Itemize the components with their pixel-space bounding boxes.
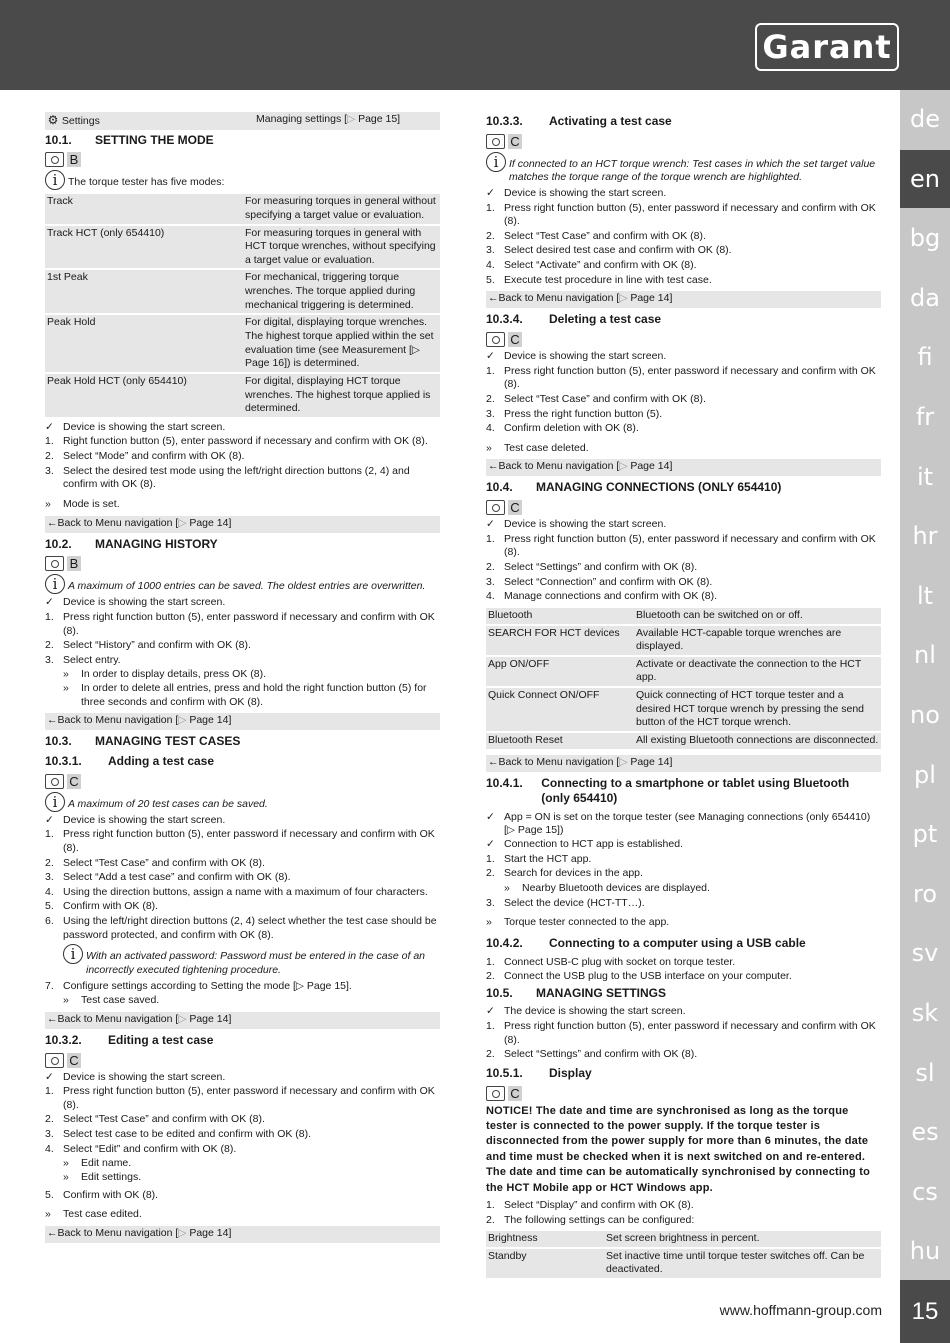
activate-steps bbox=[486, 202, 881, 288]
step-text: Select “Connection” and confirm with OK (8). bbox=[504, 575, 713, 588]
table-key: Peak Hold bbox=[45, 315, 243, 372]
step-number: 5. bbox=[45, 900, 54, 913]
language-tab-nl[interactable]: nl bbox=[914, 641, 936, 670]
section-10-3-3-heading: 10.3.3. Activating a test case bbox=[486, 114, 672, 128]
step bbox=[45, 1113, 440, 1127]
section-10-4-1-heading: 10.4.1. Connecting to a smartphone or tablet using Bluetooth (only 654410) bbox=[486, 775, 850, 806]
step-text: Select “Test Case” and confirm with OK (8). bbox=[504, 229, 706, 242]
step-number: 1. bbox=[486, 1020, 495, 1033]
step bbox=[45, 1143, 440, 1157]
settings-reference-row bbox=[45, 112, 440, 130]
step-number: 1. bbox=[486, 852, 495, 865]
step bbox=[45, 857, 440, 871]
table-value: Available HCT-capable torque wrenches are displayed. bbox=[634, 626, 881, 655]
step-number: 3. bbox=[486, 244, 495, 257]
table-value: For measuring torques in general without specifying a target value or evaluation. bbox=[243, 194, 440, 223]
step bbox=[486, 274, 881, 288]
section-10-5-1-heading: 10.5.1. Display bbox=[486, 1065, 592, 1080]
info-icon: i bbox=[45, 170, 65, 190]
step bbox=[45, 611, 440, 638]
precondition: ✓ Device is showing the start screen. bbox=[45, 813, 226, 826]
substep-text: In order to display details, press OK (8). bbox=[81, 668, 266, 681]
substep: » Test case saved. bbox=[63, 994, 160, 1007]
level-indicator bbox=[45, 1053, 440, 1068]
table-key: Peak Hold HCT (only 654410) bbox=[45, 374, 243, 417]
table-row bbox=[45, 270, 440, 313]
step-number: 2. bbox=[45, 639, 54, 652]
language-tab-hu[interactable]: hu bbox=[909, 1237, 941, 1266]
step bbox=[45, 886, 440, 900]
step-text: Select “Settings” and confirm with OK (8). bbox=[504, 1048, 698, 1061]
step-text: Select “Test Case” and confirm with OK (8). bbox=[63, 856, 265, 869]
add-test-case-steps bbox=[45, 828, 440, 942]
back-to-menu-link[interactable]: ←Back to Menu navigation [▷ Page 14] bbox=[45, 1012, 440, 1029]
step-number: 2. bbox=[45, 450, 54, 463]
section-10-5-heading: 10.5. MANAGING SETTINGS bbox=[486, 985, 667, 1000]
precondition-text: Connection to HCT app is established. bbox=[504, 838, 683, 851]
substep: » Nearby Bluetooth devices are displayed. bbox=[504, 882, 710, 895]
level-indicator bbox=[486, 1086, 881, 1101]
step bbox=[486, 408, 881, 422]
precondition bbox=[486, 811, 881, 838]
step-text: Confirm deletion with OK (8). bbox=[504, 422, 639, 435]
notice: NOTICE! The date and time are synchronised as long as the torque tester is connected to the power supply. If the torque tester is disconnected from the power supply for more than 6 minutes, the date and time must be checked when it is next switched on and re-entered. The date and time can be automatically synchronised by connecting to the HCT Mobile app or HCT Windows app. bbox=[486, 1104, 871, 1194]
precondition: ✓ Device is showing the start screen. bbox=[45, 1070, 226, 1083]
history-substeps bbox=[45, 668, 440, 709]
step-text: Press right function button (5), enter password if necessary and confirm with OK (8). bbox=[504, 364, 876, 391]
substep-marker: » bbox=[63, 1157, 69, 1170]
step-text: Connect the USB plug to the USB interface on your computer. bbox=[504, 970, 792, 983]
connections-table bbox=[486, 606, 881, 751]
step-number: 1. bbox=[486, 364, 495, 377]
step-text: Select desired test case and confirm with OK (8). bbox=[504, 244, 732, 257]
section-10-4-heading: 10.4. MANAGING CONNECTIONS (ONLY 654410) bbox=[486, 480, 782, 495]
camera-icon bbox=[486, 332, 505, 347]
language-tab-sl[interactable]: sl bbox=[915, 1058, 935, 1087]
camera-icon bbox=[45, 556, 64, 571]
step bbox=[486, 1048, 881, 1062]
step-number: 2. bbox=[486, 392, 495, 405]
language-tab-fr[interactable]: fr bbox=[915, 403, 935, 431]
table-value: For digital, displaying HCT torque wrenches. The highest torque applied is determined. bbox=[243, 374, 440, 417]
step bbox=[45, 654, 440, 668]
header-bar bbox=[0, 0, 950, 90]
step bbox=[45, 1128, 440, 1142]
step-number: 2. bbox=[45, 856, 54, 869]
level-indicator bbox=[45, 556, 440, 571]
mode-steps bbox=[45, 435, 440, 492]
step-text: Select “Test Case” and confirm with OK (8). bbox=[63, 1113, 265, 1126]
table-value: Bluetooth can be switched on or off. bbox=[634, 608, 881, 624]
settings-label: Settings bbox=[61, 115, 100, 127]
substep-text: Edit name. bbox=[81, 1157, 132, 1170]
precondition: ✓ Device is showing the start screen. bbox=[45, 420, 226, 433]
substep-text: In order to delete all entries, press and hold the right function button (5) for three seconds and confirm with OK (8). bbox=[81, 682, 427, 708]
table-value: For measuring torques in general with HCT torque wrenches, without specifying a target value or evaluation. bbox=[243, 226, 440, 269]
info-note: i With an activated password: Password must be entered in the case of an incorrectly executed tightening procedure. bbox=[63, 944, 440, 977]
level-badge: B bbox=[67, 556, 81, 571]
step bbox=[45, 828, 440, 855]
edit-substeps bbox=[45, 1157, 440, 1184]
delete-steps bbox=[486, 365, 881, 436]
language-tab-hr[interactable]: hr bbox=[912, 522, 938, 551]
camera-icon bbox=[486, 134, 505, 149]
display-settings-table bbox=[486, 1229, 881, 1280]
step-number: 3. bbox=[45, 464, 54, 477]
camera-icon bbox=[45, 152, 64, 167]
level-badge: C bbox=[508, 134, 522, 149]
substep-text: Edit settings. bbox=[81, 1171, 142, 1183]
step bbox=[486, 259, 881, 273]
table-value: Quick connecting of HCT torque tester and a desired HCT torque wrench by pressing the send button of the HCT torque wrench. bbox=[634, 688, 881, 731]
step bbox=[486, 1214, 881, 1228]
table-value: Set screen brightness in percent. bbox=[604, 1231, 881, 1247]
section-10-3-heading: 10.3. MANAGING TEST CASES bbox=[45, 734, 241, 749]
step-number: 1. bbox=[486, 201, 495, 214]
result: » Test case edited. bbox=[45, 1208, 142, 1221]
settings-page-link[interactable]: Managing settings [▷ Page 15] bbox=[256, 113, 401, 125]
language-tab-no[interactable]: no bbox=[910, 701, 940, 729]
info-icon: i bbox=[45, 792, 65, 812]
info-icon: i bbox=[63, 944, 83, 964]
step-number: 2. bbox=[486, 970, 495, 983]
table-key: 1st Peak bbox=[45, 270, 243, 313]
substep bbox=[63, 1171, 440, 1185]
section-10-2-heading: 10.2. MANAGING HISTORY bbox=[45, 536, 218, 551]
level-indicator bbox=[45, 774, 440, 789]
substep-marker: » bbox=[63, 668, 69, 681]
language-tab-es[interactable]: es bbox=[911, 1118, 939, 1147]
level-badge: C bbox=[67, 1053, 81, 1068]
gear-icon: ⚙ bbox=[47, 113, 59, 127]
language-tab-de[interactable]: de bbox=[910, 105, 940, 133]
level-badge: C bbox=[508, 332, 522, 347]
level-badge: C bbox=[508, 500, 522, 515]
language-tab-sv[interactable]: sv bbox=[911, 939, 939, 968]
step-text: Right function button (5), enter password if necessary and confirm with OK (8). bbox=[63, 435, 428, 448]
language-tab-cs[interactable]: cs bbox=[912, 1177, 938, 1206]
step-number: 3. bbox=[486, 575, 495, 588]
info-note: i If connected to an HCT torque wrench: Test cases in which the set target value matches the torque range of the torque wrench are highlighted. bbox=[486, 152, 881, 185]
result: » Mode is set. bbox=[45, 498, 120, 511]
connections-steps bbox=[486, 533, 881, 604]
step-number: 4. bbox=[486, 590, 495, 603]
step bbox=[45, 435, 440, 449]
add-test-case-step-7: 7. Configure settings according to Setting the mode [▷ Page 15]. bbox=[45, 979, 352, 992]
garant-logo: Garant bbox=[755, 23, 899, 71]
precondition: ✓ Device is showing the start screen. bbox=[486, 349, 667, 362]
step-text: Select “History” and confirm with OK (8). bbox=[63, 639, 251, 652]
level-badge: C bbox=[67, 774, 81, 789]
table-row bbox=[486, 1231, 881, 1247]
step-text: Select entry. bbox=[63, 653, 121, 666]
step bbox=[486, 1020, 881, 1047]
edit-step-5: 5. Confirm with OK (8). bbox=[45, 1188, 159, 1201]
step bbox=[486, 853, 881, 867]
language-tab-fi[interactable]: fi bbox=[917, 343, 933, 372]
step bbox=[45, 900, 440, 914]
preconditions bbox=[486, 811, 881, 852]
step-text: Select the desired test mode using the left/right direction buttons (2, 4) and confirm with OK (8). bbox=[63, 464, 410, 491]
back-to-menu-link[interactable]: ←Back to Menu navigation [▷ Page 14] bbox=[45, 1226, 440, 1243]
step-text: Select “Display” and confirm with OK (8). bbox=[504, 1198, 694, 1211]
step bbox=[486, 244, 881, 258]
table-key: Track bbox=[45, 194, 243, 223]
precondition: ✓ Device is showing the start screen. bbox=[486, 186, 667, 199]
camera-icon bbox=[45, 774, 64, 789]
step-number: 3. bbox=[486, 407, 495, 420]
language-tab-pt[interactable]: pt bbox=[912, 820, 938, 849]
step bbox=[486, 230, 881, 244]
right-column bbox=[486, 112, 881, 1282]
display-steps bbox=[486, 1199, 881, 1227]
table-key: Bluetooth Reset bbox=[486, 733, 634, 749]
camera-icon bbox=[45, 1053, 64, 1068]
step-number: 3. bbox=[45, 1128, 54, 1141]
step bbox=[45, 639, 440, 653]
result: » Torque tester connected to the app. bbox=[486, 916, 670, 929]
language-tab-en[interactable]: en bbox=[900, 150, 950, 208]
table-value: All existing Bluetooth connections are disconnected. bbox=[634, 733, 881, 749]
step-text: Using the direction buttons, assign a name with a maximum of four characters. bbox=[63, 885, 428, 898]
language-tab-it[interactable]: it bbox=[916, 462, 934, 491]
table-key: Brightness bbox=[486, 1231, 604, 1247]
step-number: 2. bbox=[486, 1213, 495, 1226]
substep-marker: » bbox=[63, 682, 69, 695]
section-10-1-heading: 10.1. SETTING THE MODE bbox=[45, 132, 214, 147]
table-key: Quick Connect ON/OFF bbox=[486, 688, 634, 731]
language-tab-ro[interactable]: ro bbox=[912, 879, 938, 908]
step-text: Select “Activate” and confirm with OK (8). bbox=[504, 259, 697, 272]
substep bbox=[63, 668, 440, 682]
edit-test-case-steps bbox=[45, 1085, 440, 1156]
camera-icon bbox=[486, 1086, 505, 1101]
info-icon: i bbox=[45, 574, 65, 594]
step-number: 1. bbox=[45, 828, 54, 841]
step-text: Select “Add a test case” and confirm with OK (8). bbox=[63, 871, 291, 884]
language-tab-pl[interactable]: pl bbox=[914, 760, 936, 789]
section-10-4-2-heading: 10.4.2. Connecting to a computer using a USB cable bbox=[486, 935, 806, 950]
table-value: For digital, displaying torque wrenches. The highest torque applied within the set evaluation time (see Measurement [▷ Page 16]) is determined. bbox=[243, 315, 440, 372]
step-number: 1. bbox=[486, 955, 495, 968]
camera-icon bbox=[486, 500, 505, 515]
step-text: Press the right function button (5). bbox=[504, 407, 663, 420]
substep bbox=[63, 1157, 440, 1171]
precondition: ✓ Device is showing the start screen. bbox=[486, 518, 667, 531]
check-icon: ✓ bbox=[486, 810, 495, 823]
step-number: 3. bbox=[45, 871, 54, 884]
step-text: Press right function button (5), enter password if necessary and confirm with OK (8). bbox=[504, 201, 876, 228]
language-sidebar bbox=[900, 90, 950, 1343]
step-number: 5. bbox=[486, 273, 495, 286]
step-number: 4. bbox=[486, 259, 495, 272]
language-tab-sk[interactable]: sk bbox=[911, 999, 939, 1027]
step bbox=[486, 590, 881, 604]
step-text: Select “Mode” and confirm with OK (8). bbox=[63, 450, 245, 463]
check-icon: ✓ bbox=[486, 838, 495, 851]
info-note: i A maximum of 1000 entries can be saved. The oldest entries are overwritten. bbox=[45, 574, 440, 594]
section-10-3-2-heading: 10.3.2. Editing a test case bbox=[45, 1032, 214, 1047]
footer-url[interactable]: www.hoffmann-group.com bbox=[719, 1302, 882, 1318]
level-indicator bbox=[486, 134, 881, 149]
step-text: Manage connections and confirm with OK (8). bbox=[504, 590, 718, 603]
table-row bbox=[45, 226, 440, 269]
step-number: 3. bbox=[45, 653, 54, 666]
step-number: 2. bbox=[486, 229, 495, 242]
table-row bbox=[486, 733, 881, 749]
step-text: Confirm with OK (8). bbox=[63, 900, 159, 913]
history-steps bbox=[45, 611, 440, 668]
step-text: Press right function button (5), enter password if necessary and confirm with OK (8). bbox=[504, 1020, 876, 1046]
step bbox=[486, 1199, 881, 1213]
step bbox=[486, 956, 881, 970]
step-text: The following settings can be configured: bbox=[504, 1213, 695, 1226]
step bbox=[45, 915, 440, 942]
level-badge: B bbox=[67, 152, 81, 167]
table-row bbox=[45, 315, 440, 372]
back-to-menu-link[interactable]: ←Back to Menu navigation [▷ Page 14] bbox=[486, 755, 881, 772]
back-to-menu-link[interactable]: ←Back to Menu navigation [▷ Page 14] bbox=[45, 516, 440, 533]
table-row bbox=[45, 194, 440, 223]
table-row bbox=[45, 374, 440, 417]
table-key: Standby bbox=[486, 1249, 604, 1278]
step bbox=[486, 970, 881, 984]
step bbox=[486, 202, 881, 229]
step-text: Connect USB-C plug with socket on torque tester. bbox=[504, 955, 736, 968]
settings-steps bbox=[486, 1020, 881, 1062]
result: » Test case deleted. bbox=[486, 441, 589, 454]
language-tab-bg[interactable]: bg bbox=[909, 224, 941, 253]
substep-marker: » bbox=[63, 1171, 69, 1183]
level-indicator bbox=[486, 500, 881, 515]
table-key: SEARCH FOR HCT devices bbox=[486, 626, 634, 655]
back-to-menu-link[interactable]: ←Back to Menu navigation [▷ Page 14] bbox=[486, 291, 881, 308]
usb-steps bbox=[486, 956, 881, 984]
step bbox=[486, 393, 881, 407]
back-to-menu-link[interactable]: ←Back to Menu navigation [▷ Page 14] bbox=[486, 459, 881, 476]
step bbox=[45, 871, 440, 885]
table-key: Track HCT (only 654410) bbox=[45, 226, 243, 269]
step-number: 2. bbox=[45, 1113, 54, 1126]
step-number: 4. bbox=[486, 422, 495, 435]
step-text: Select “Edit” and confirm with OK (8). bbox=[63, 1142, 237, 1155]
step bbox=[486, 365, 881, 392]
level-indicator bbox=[45, 152, 440, 167]
info-note: i A maximum of 20 test cases can be saved. bbox=[45, 792, 440, 812]
left-column bbox=[45, 112, 440, 1247]
step-number: 4. bbox=[45, 1142, 54, 1155]
step-number: 6. bbox=[45, 915, 54, 928]
step-number: 1. bbox=[486, 532, 495, 545]
step bbox=[486, 576, 881, 590]
step-number: 1. bbox=[45, 1085, 54, 1098]
step-text: Search for devices in the app. bbox=[504, 867, 643, 880]
step bbox=[45, 1085, 440, 1112]
step-text: Using the left/right direction buttons (2, 4) select whether the test case should be password protected, and confirm with OK (8). bbox=[63, 915, 437, 941]
step-text: Press right function button (5), enter password if necessary and confirm with OK (8). bbox=[63, 1085, 435, 1111]
table-row bbox=[486, 657, 881, 686]
table-key: App ON/OFF bbox=[486, 657, 634, 686]
back-to-menu-link[interactable]: ←Back to Menu navigation [▷ Page 14] bbox=[45, 713, 440, 730]
step-text: Start the HCT app. bbox=[504, 852, 592, 865]
bluetooth-steps bbox=[486, 853, 881, 881]
step-text: Select test case to be edited and confirm with OK (8). bbox=[63, 1128, 312, 1141]
precondition: ✓ The device is showing the start screen. bbox=[486, 1005, 686, 1018]
step bbox=[45, 465, 440, 492]
step-text: Press right function button (5), enter password if necessary and confirm with OK (8). bbox=[63, 610, 435, 637]
table-row bbox=[486, 688, 881, 731]
step-number: 2. bbox=[486, 1048, 495, 1061]
step bbox=[45, 450, 440, 464]
table-value: Activate or deactivate the connection to the HCT app. bbox=[634, 657, 881, 686]
step-number: 2. bbox=[486, 560, 495, 573]
section-10-3-4-heading: 10.3.4. Deleting a test case bbox=[486, 312, 662, 327]
step-text: Press right function button (5), enter password if necessary and confirm with OK (8). bbox=[63, 828, 435, 854]
language-tab-da[interactable]: da bbox=[910, 283, 940, 312]
step-number: 1. bbox=[45, 610, 54, 623]
step-text: Press right function button (5), enter password if necessary and confirm with OK (8). bbox=[504, 532, 876, 559]
precondition-text: App = ON is set on the torque tester (see Managing connections (only 654410) [▷ Page 15]) bbox=[504, 810, 871, 837]
language-tab-lt[interactable]: lt bbox=[916, 581, 934, 610]
step bbox=[486, 867, 881, 881]
step-text: Select “Settings” and confirm with OK (8). bbox=[504, 560, 698, 573]
table-key: Bluetooth bbox=[486, 608, 634, 624]
step-number: 1. bbox=[486, 1198, 495, 1211]
level-badge: C bbox=[508, 1086, 522, 1101]
step-number: 2. bbox=[486, 867, 495, 880]
table-value: For mechanical, triggering torque wrenches. The torque applied during mechanical triggering is determined. bbox=[243, 270, 440, 313]
table-row bbox=[486, 626, 881, 655]
step bbox=[486, 422, 881, 436]
table-value: Set inactive time until torque tester switches off. Can be deactivated. bbox=[604, 1249, 881, 1278]
step bbox=[486, 533, 881, 560]
level-indicator bbox=[486, 332, 881, 347]
page-number: 15 bbox=[900, 1280, 950, 1343]
table-row bbox=[486, 608, 881, 624]
step-text: Select “Test Case” and confirm with OK (8). bbox=[504, 392, 706, 405]
table-row bbox=[486, 1249, 881, 1278]
step-text: Execute test procedure in line with test case. bbox=[504, 273, 712, 286]
bluetooth-step-3: 3. Select the device (HCT-TT…). bbox=[486, 896, 645, 909]
info-icon: i bbox=[486, 152, 506, 172]
modes-table bbox=[45, 192, 440, 419]
step bbox=[486, 561, 881, 575]
info-note: i The torque tester has five modes: bbox=[45, 170, 440, 190]
step-number: 1. bbox=[45, 435, 54, 448]
precondition: ✓ Device is showing the start screen. bbox=[45, 596, 226, 609]
precondition bbox=[486, 838, 881, 852]
substep bbox=[63, 682, 440, 709]
step-number: 4. bbox=[45, 885, 54, 898]
section-10-3-1-heading: 10.3.1. Adding a test case bbox=[45, 754, 215, 768]
